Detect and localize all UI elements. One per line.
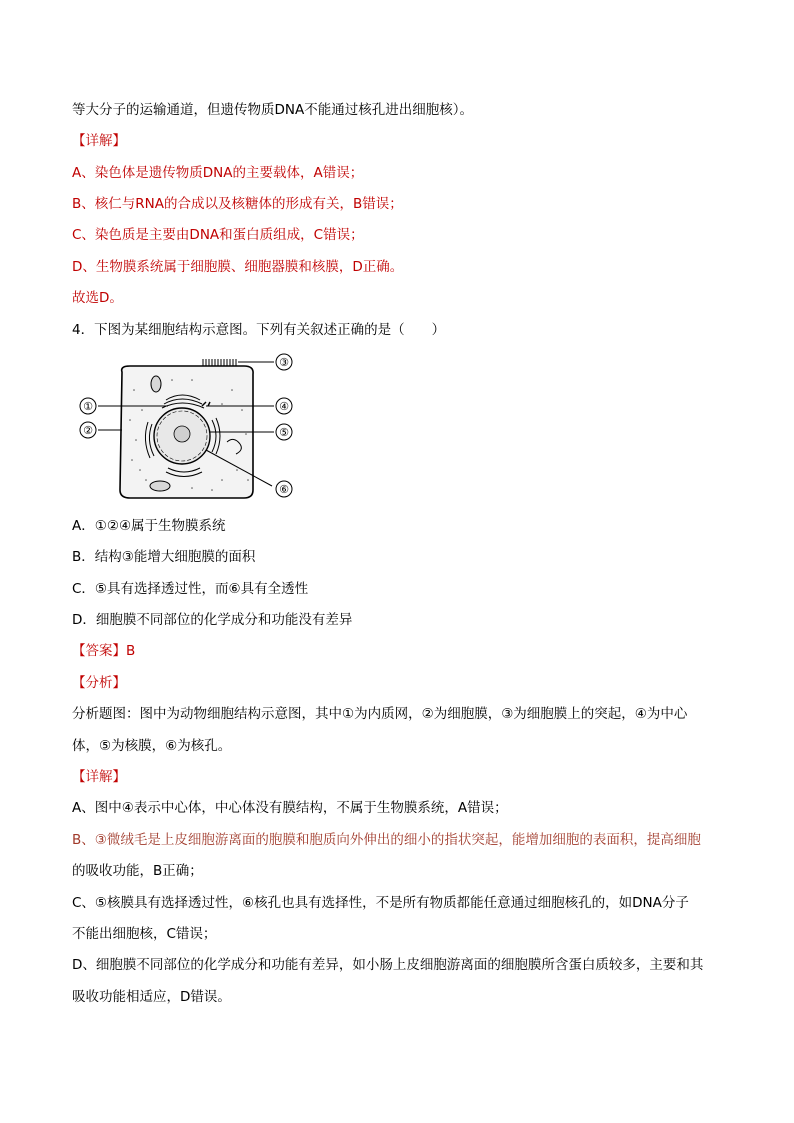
- text-line: A、图中④表示中心体，中心体没有膜结构，不属于生物膜系统，A错误；: [72, 800, 508, 816]
- text-line: C、染色质是主要由DNA和蛋白质组成，C错误；: [72, 227, 364, 243]
- text-line: 故选D。: [72, 290, 123, 306]
- text-line: 分析题图：图中为动物细胞结构示意图，其中①为内质网，②为细胞膜，③为细胞膜上的突起，④为中心: [72, 706, 688, 722]
- option-d: D．细胞膜不同部位的化学成分和功能没有差异: [72, 612, 353, 628]
- text-line: B、③微绒毛是上皮细胞游离面的胞膜和胞质向外伸出的细小的指状突起，能增加细胞的表面积，提高细胞: [72, 832, 701, 848]
- answer-line: 【答案】B: [72, 643, 136, 659]
- cell-diagram: [72, 350, 312, 508]
- question-stem: 4．下图为某细胞结构示意图。下列有关叙述正确的是（ ）: [72, 322, 446, 338]
- text-line: A、染色体是遗传物质DNA的主要载体，A错误；: [72, 165, 364, 181]
- figure-label: ①: [83, 400, 93, 413]
- mitochondrion: [150, 481, 170, 491]
- figure-label: ⑥: [279, 483, 289, 496]
- cell-structure-figure: [72, 350, 312, 508]
- text-line: 体，⑤为核膜，⑥为核孔。: [72, 738, 232, 754]
- section-heading-analysis: 【分析】: [72, 675, 126, 691]
- text-line: 不能出细胞核，C错误；: [72, 926, 217, 942]
- figure-label: ③: [279, 356, 289, 369]
- text-line: B、核仁与RNA的合成以及核糖体的形成有关，B错误；: [72, 196, 403, 212]
- option-b: B．结构③能增大细胞膜的面积: [72, 549, 256, 565]
- text-line: 等大分子的运输通道，但遗传物质DNA不能通过核孔进出细胞核）。: [72, 102, 473, 118]
- option-c: C．⑤具有选择透过性，而⑥具有全透性: [72, 581, 309, 597]
- figure-label: ⑤: [279, 426, 289, 439]
- figure-label: ②: [83, 424, 93, 437]
- section-heading-detail: 【详解】: [72, 133, 126, 149]
- text-line: C、⑤核膜具有选择透过性，⑥核孔也具有选择性，不是所有物质都能任意通过细胞核孔的，如DNA分子: [72, 895, 689, 911]
- text-line: D、生物膜系统属于细胞膜、细胞器膜和核膜，D正确。: [72, 259, 404, 275]
- text-line: 的吸收功能，B正确；: [72, 863, 203, 879]
- microvilli: [203, 359, 236, 366]
- section-heading-detail: 【详解】: [72, 769, 126, 785]
- mitochondrion: [151, 376, 161, 392]
- text-line: 吸收功能相适应，D错误。: [72, 989, 231, 1005]
- option-a: A．①②④属于生物膜系统: [72, 518, 226, 534]
- text-line: D、细胞膜不同部位的化学成分和功能有差异，如小肠上皮细胞游离面的细胞膜所含蛋白质较多，主要和其: [72, 957, 704, 973]
- nucleolus: [174, 426, 190, 442]
- figure-label: ④: [279, 400, 289, 413]
